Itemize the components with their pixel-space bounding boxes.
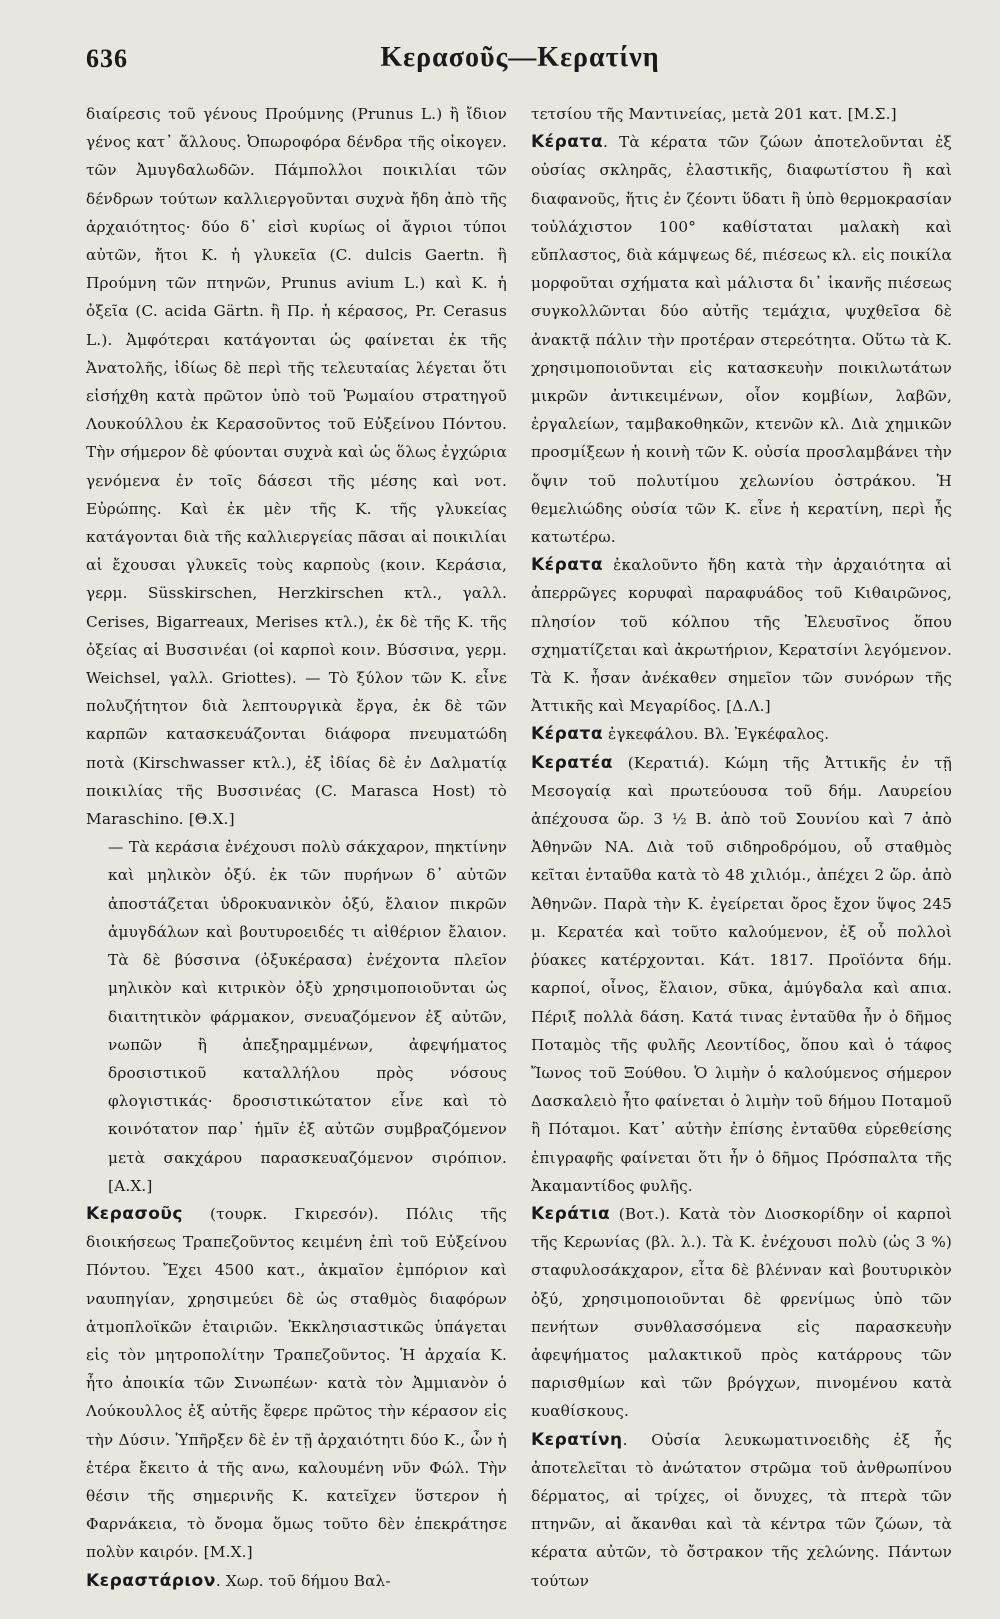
entry-text: ἐκαλοῦντο ἤδη κατὰ τὴν ἀρχαιότητα αἱ ἀπερρῶγες κορυφαὶ παραφυάδος τοῦ Κιθαιρῶνος, πλησίον τοῦ κόλπου τῆς Ἐλευσῖνος ὅπου σχηματίζεται καὶ ἀκρωτήριον, Κερατσίνι λεγόμενον. Τὰ Κ. ἦσαν ἀνέκαθεν σημεῖον τῶν συνόρων τῆς Ἀττικῆς καὶ Μεγαρίδος. [Δ.Λ.]	[531, 556, 952, 716]
entry-headword: Κέρατα	[531, 132, 604, 153]
encyclopedia-entry	[531, 551, 952, 720]
left-column	[86, 100, 507, 1595]
entry-headword: Κερατέα	[531, 752, 613, 773]
entry-headword: Κεράτια	[531, 1203, 611, 1224]
entry-headword: Κερατίνη	[531, 1429, 623, 1450]
entry-headword: Κέρατα	[531, 555, 604, 576]
entry-text: (Κερατιά). Κώμη τῆς Ἀττικῆς ἐν τῇ Μεσογαίᾳ καὶ πρωτεύουσα τοῦ δήμ. Λαυρείου ἀπέχουσα ὥρ. 3 ½ Β. ἀπὸ τοῦ Σουνίου καὶ 7 ἀπὸ Ἀθηνῶν ΝΑ. Διὰ τοῦ σιδηροδρόμου, οὗ σταθμὸς κεῖται ἐνταῦθα κατὰ τὸ 48 χιλιόμ., ἀπέχει 2 ὥρ. ἀπὸ Ἀθηνῶν. Παρὰ τὴν Κ. ἐγείρεται ὄρος ἔχον ὕψος 245 μ. Κερατέα καὶ τοῦτο καλούμενον, ἐξ οὗ πολλοὶ ῥύακες κατέρχονται. Κάτ. 1817. Προϊόντα δήμ. καρποί, οἶνος, ἔλαιον, σῦκα, ἀμύγδαλα καὶ απια. Πέριξ πολλὰ δάση. Κατά τινας ἐνταῦθα ἦν ὁ δῆμος Ποταμὸς τῆς φυλῆς Λεοντίδος, ὅπου καὶ ὁ τάφος Ἴωνος τοῦ Ξούθου. Ὁ λιμὴν ὁ καλούμενος σήμερον Δασκαλειὸ ἦτο φαίνεται ὁ λιμὴν τοῦ δήμου Ποταμοῦ ἢ Πόταμοι. Κατ᾽ αὐτὴν ἐπίσης ἐνταῦθα εὑρεθείσης ἐπιγραφῆς φαίνεται ὅτι ἦν ὁ δῆμος Πρόσπαλτα τῆς Ἀκαμαντίδος φυλῆς.	[531, 753, 952, 1195]
encyclopedia-entry	[531, 749, 952, 1200]
paragraph: τετσίου τῆς Μαντινείας, μετὰ 201 κατ. [Μ.Σ.]	[531, 105, 897, 123]
entry-headword: Κερασοῦς	[86, 1203, 183, 1224]
entry-text: . Τὰ κέρατα τῶν ζώων ἀποτελοῦνται ἐξ οὐσίας σκληρᾶς, ἐλαστικῆς, διαφωτίστου ἢ καὶ διαφανοῦς, ἥτις ἐν ζέοντι ὕδατι ἢ ὑπὸ θερμοκρασίαν τοὐλάχιστον 100° καθίσταται μαλακὴ καὶ εὔπλαστος, διὰ κάμψεως δέ, πιέσεως κλ. εἰς ποικίλα μορφοῦται σχήματα καὶ μάλιστα δι᾽ ἱκανῆς πιέσεως συγκολλῶνται δύο αὐτῆς τεμάχια, ψυχθεῖσα δὲ ἀνακτᾷ πάλιν τὴν προτέραν στερεότητα. Οὕτω τὰ Κ. χρησιμοποιοῦνται εἰς κατασκευὴν ποικιλωτάτων μικρῶν ἀντικειμένων, οἷον κομβίων, λαβῶν, ἐργαλείων, ταμβακοθηκῶν, κτενῶν κλ. Διὰ χημικῶν προσμίξεων ἡ κοινὴ τῶν Κ. οὐσία προσλαμβάνει τὴν ὄψιν τοῦ πολυτίμου χελωνίου ὀστράκου. Ἡ θεμελιώδης οὐσία τῶν Κ. εἶνε ἡ κερατίνη, περὶ ἧς κατωτέρω.	[531, 133, 952, 547]
encyclopedia-entry	[531, 1426, 952, 1595]
encyclopedia-entry	[86, 1200, 507, 1567]
text-columns	[86, 100, 954, 1595]
entry-text: . Χωρ. τοῦ δήμου Βαλ-	[215, 1571, 391, 1590]
encyclopedia-entry	[86, 1567, 507, 1595]
entry-headword: Κεραστάριον	[86, 1570, 216, 1591]
entry-text: ἐγκεφάλου. Βλ. Ἐγκέφαλος.	[603, 725, 830, 744]
entry-text: (Βοτ.). Κατὰ τὸν Διοσκορίδην οἱ καρποὶ τῆς Κερωνίας (βλ. λ.). Τὰ Κ. ἐνέχουσι πολὺ (ὡς 3 %) σταφυλοσάκχαρον, εἶτα δὲ βλένναν καὶ βουτυρικὸν ὀξύ, χρησιμοποιοῦνται δὲ φρενίμως ὑπὸ τῶν πενήτων συνθλασσόμενα εἰς παρασκευὴν ἀφεψήματος μαλακτικοῦ πρὸς κατάρρους τῶν παρισθμίων καὶ τῶν βρόγχων, πινομένου κατὰ κυαθίσκους.	[531, 1204, 952, 1421]
encyclopedia-entry	[531, 1200, 952, 1426]
paragraph: — Τὰ κεράσια ἐνέχουσι πολὺ σάκχαρον, πηκτίνην καὶ μηλικὸν ὀξύ. ἐκ τῶν πυρήνων δ᾽ αὐτῶν ἀποστάζεται ὑδροκυανικὸν ὀξύ, ἔλαιον πικρῶν ἀμυγδάλων καὶ βουτυροειδές τι αἰθέριον ἔλαιον. Τὰ δὲ βύσσινα (ὀξυκέρασα) ἐνέχοντα πλεῖον μηλικὸν καὶ κιτρικὸν ὀξὺ χρησιμοποιοῦνται ὡς διαιτητικὸν φάρμακον, σνευαζόμενον ἐξ αὐτῶν, νωπῶν ἢ ἀπεξηραμμένων, ἀφεψήματος δροσιστικοῦ καταλλήλου πρὸς νόσους φλογιστικάς· δροσιστικώτατον εἶνε καὶ τὸ κοινότατον παρ᾽ ἡμῖν ἐξ αὐτῶν συμβραζόμενον μετὰ σακχάρου παρασκευαζόμενον σιρόπιον. [Α.Χ.]	[108, 838, 507, 1195]
entry-text: . Οὐσία λευκωματινοειδὴς ἐξ ἧς ἀποτελεῖται τὸ ἀνώτατον στρῶμα τοῦ ἀνθρωπίνου δέρματος, αἱ τρίχες, οἱ ὄνυχες, τὰ πτερὰ τῶν πτηνῶν, αἱ ἄκανθαι καὶ τὰ κέντρα τῶν ζώων, τὰ κέρατα αὐτῶν, τὸ ὄστρακον τῆς χελώνης. Πάντων τούτων	[531, 1430, 952, 1590]
right-column	[531, 100, 952, 1595]
encyclopedia-entry	[531, 720, 952, 748]
page-number: 636	[86, 44, 128, 73]
encyclopedia-entry	[531, 128, 952, 551]
entry-text: (τουρκ. Γκιρεσόν). Πόλις τῆς διοικήσεως Τραπεζοῦντος κειμένη ἐπὶ τοῦ Εὐξείνου Πόντου. Ἔχει 4500 κατ., ἀκμαῖον ἐμπόριον καὶ ναυπηγίαν, χρησιμεύει δὲ ὡς σταθμὸς διαφόρων ἀτμοπλοϊκῶν ἑταιριῶν. Ἐκκλησιαστικῶς ὑπάγεται εἰς τὸν μητροπολίτην Τραπεζοῦντος. Ἡ ἀρχαία Κ. ἦτο ἀποικία τῶν Σινωπέων· κατὰ τὸν Ἀμμιανὸν ὁ Λούκουλλος ἐξ αὐτῆς ἔφερε πρῶτος τὴν κέρασον εἰς τὴν Δύσιν. Ὑπῆρξεν δὲ ἐν τῇ ἀρχαιότητι δύο Κ., ὧν ἡ ἑτέρα ἔκειτο ἀ τῆς ανω, καλουμένη νῦν Φώλ. Τὴν θέσιν τῆς σημερινῆς Κ. κατεῖχεν ὕστερον ἡ Φαρνάκεια, τὸ ὄνομα ὅμως τοῦτο δὲν ἐπεκράτησε πολὺν καιρόν. [Μ.Χ.]	[86, 1204, 507, 1562]
paragraph: διαίρεσις τοῦ γένους Προύμνης (Prunus L.) ἢ ἴδιον γένος κατ᾽ ἄλλους. Ὀπωροφόρα δένδρα τῆς οἰκογεν. τῶν Ἀμυγδαλωδῶν. Πάμπολλοι ποικιλίαι τῶν δένδρων τούτων καλλιεργοῦνται συχνὰ ἤδη ἀπὸ τῆς ἀρχαιότητος· δύο δ᾽ εἰσὶ κυρίως οἱ ἄγριοι τύποι αὐτῶν, ἤτοι Κ. ἡ γλυκεῖα (C. dulcis Gaertn. ἢ Προύμνη τῶν πτηνῶν, Prunus avium L.) καὶ Κ. ἡ ὀξεῖα (C. acida Gärtn. ἢ Πρ. ἡ κέρασος, Pr. Cerasus L.). Ἀμφότεραι κατάγονται ὡς φαίνεται ἐκ τῆς Ἀνατολῆς, ἰδίως δὲ περὶ τῆς τελευταίας λέγεται ὅτι εἰσήχθη κατὰ πρῶτον ὑπὸ τοῦ Ῥωμαίου στρατηγοῦ Λουκούλλου ἐκ Κερασοῦντος τοῦ Εὐξείνου Πόντου. Τὴν σήμερον δὲ φύονται συχνὰ καὶ ὡς ὅλως ἐγχώρια γενόμενα ἐν τοῖς δάσεσι τῆς μέσης καὶ νοτ. Εὐρώπης. Καὶ ἐκ μὲν τῆς Κ. τῆς γλυκείας κατάγονται διὰ τῆς καλλιεργείας πᾶσαι αἱ ποικιλίαι αἱ ἔχουσαι γλυκεῖς τοὺς καρποὺς (κοιν. Κεράσια, γερμ. Süsskirschen, Herzkirschen κτλ., γαλλ. Cerises, Bigarreaux, Merises κτλ.), ἐκ δὲ τῆς Κ. τῆς ὀξείας αἱ Βυσσινέαι (οἱ καρποὶ κοιν. Βύσσινα, γερμ. Weichsel, γαλλ. Griottes). — Τὸ ξύλον τῶν Κ. εἶνε πολυζήτητον διὰ λεπτουργικὰ ἔργα, ἐκ δὲ τῶν καρπῶν κατασκευάζονται διάφορα πνευματώδη ποτὰ (Kirschwasser κτλ.), ἐξ ἰδίας δὲ ἐν Δαλματίᾳ ποικιλίας τῆς Βυσσινέας (C. Marasca Host) τὸ Maraschino. [Θ.Χ.]	[86, 105, 507, 829]
running-head: Κερασοῦς—Κερατίνη	[380, 42, 660, 73]
entry-headword: Κέρατα	[531, 724, 604, 745]
page-header	[86, 38, 954, 86]
